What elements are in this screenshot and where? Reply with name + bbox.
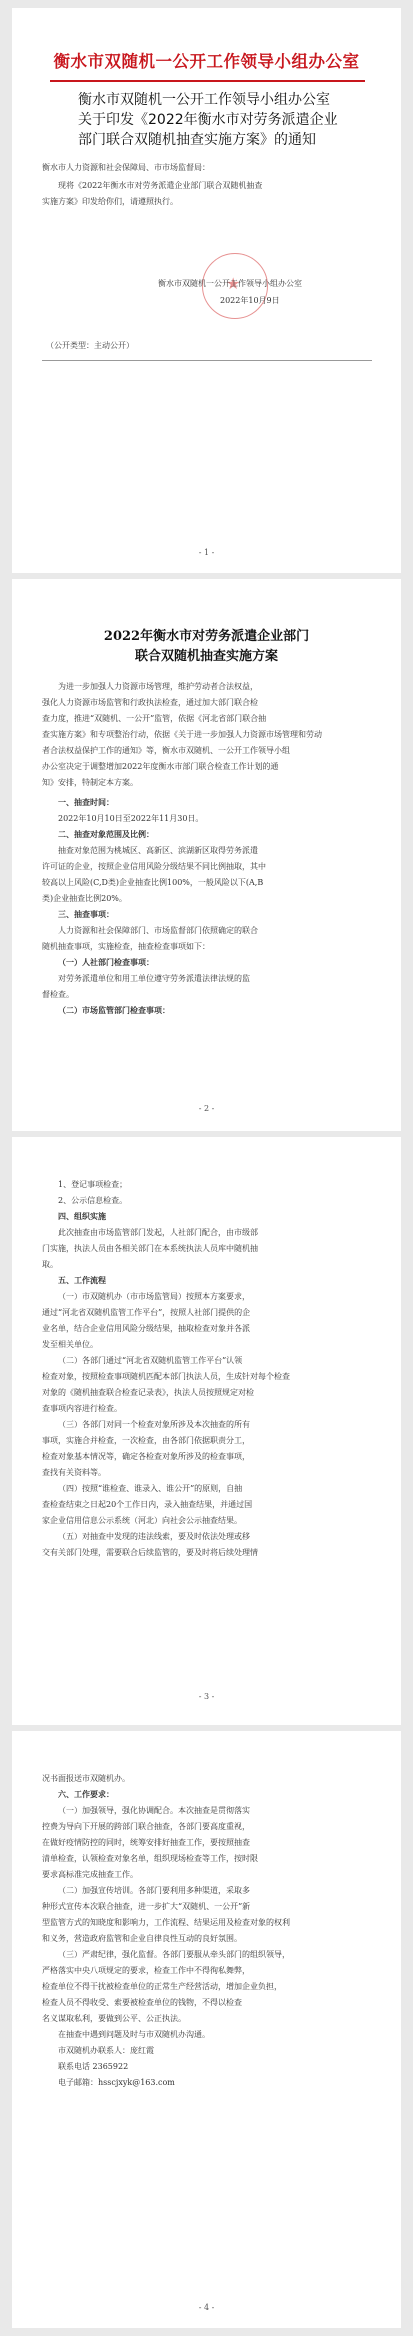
text-line: 抽查对象范围为桃城区、高新区、滨湖新区取得劳务派遣 <box>58 846 258 855</box>
text-line: （一）市双随机办（市市场监管局）按照本方案要求， <box>58 1292 250 1301</box>
text-line: 查找有关资料等。 <box>42 1468 106 1477</box>
text-line: 家企业信用信息公示系统（河北）向社会公示抽查结果。 <box>42 1516 242 1525</box>
contact-email: 电子邮箱：hsscjxyk@163.com <box>58 2078 175 2087</box>
plan-title-line-2: 联合双随机抽查实施方案 <box>134 649 278 664</box>
addressee: 衡水市人力资源和社会保障局、市市场监督局： <box>42 163 210 172</box>
text-line: （二）各部门通过“河北省双随机监管工作平台”认领 <box>58 1356 243 1365</box>
document-page-2 <box>12 579 401 1131</box>
text-line: 要求高标准完成抽查工作。 <box>42 1870 138 1879</box>
text-line: 许可证的企业，按照企业信用风险分级结果不同比例抽取，其中 <box>42 862 266 871</box>
text-line: （二）加强宣传培训。各部门要利用多种渠道，采取多 <box>58 1886 250 1895</box>
text-line: 型监管方式的知晓度和影响力，工作流程、结果运用及检查对象的权利 <box>42 1918 290 1927</box>
text-line: （一）加强领导，强化协调配合。本次抽查是贯彻落实 <box>58 1806 250 1815</box>
notice-body-line-1: 现将《2022年衡水市对劳务派遣企业部门联合双随机抽查 <box>58 181 263 190</box>
text-line: 门实施，执法人员由各相关部门在本系统执法人员库中随机抽 <box>42 1244 258 1253</box>
text-line: 和义务，营造政府监管和企业自律良性互动的良好氛围。 <box>42 1934 242 1943</box>
red-header-divider <box>50 80 365 82</box>
section-heading: 六、工作要求： <box>58 1790 114 1799</box>
text-line: 者合法权益保护工作的通知》等，衡水市双随机、一公开工作领导小组 <box>42 746 290 755</box>
text-line: 通过“河北省双随机监管工作平台”，按照人社部门提供的企 <box>42 1308 251 1317</box>
text-line: （三）严肃纪律，强化监督。各部门要服从牵头部门的组织领导， <box>58 1950 290 1959</box>
page-number: - 4 - <box>198 2303 215 2312</box>
text-line: 检查对象基本情况等，确定各检查对象所涉及的检查事项， <box>42 1452 250 1461</box>
subsection-heading: （二）市场监管部门检查事项： <box>58 1006 170 1015</box>
plan-title <box>12 627 401 667</box>
text-line: （五）对抽查中发现的违法线索，要及时依法处理或移 <box>58 1532 250 1541</box>
document-page-4 <box>12 1731 401 2328</box>
text-line: 强化人力资源市场监管和行政执法检查，通过加大部门联合检 <box>42 698 258 707</box>
page3-content <box>42 1177 377 1561</box>
text-line: 事项，实施合并检查，一次检查，由各部门依据职责分工， <box>42 1436 250 1445</box>
text-line: 在做好疫情防控的同时，统筹安排好抽查工作，要按照抽查 <box>42 1838 250 1847</box>
red-header-org: 衡水市双随机一公开工作领导小组办公室 <box>53 52 360 71</box>
page4-content <box>42 1771 377 2091</box>
text-line: 况书面报送市双随机办。 <box>42 1774 130 1783</box>
text-line: 2、公示信息检查。 <box>58 1196 128 1205</box>
text-line: 随机抽查事项，实施检查，抽查检查事项如下： <box>42 942 210 951</box>
text-line: 名义谋取私利，要做到公平、公正执法。 <box>42 2014 186 2023</box>
intro-paragraph <box>42 679 377 791</box>
page-number: - 1 - <box>198 548 215 557</box>
section-heading: 四、组织实施 <box>58 1212 106 1221</box>
text-line: 督检查。 <box>42 990 74 999</box>
text-line: 查事项内容进行检查。 <box>42 1404 122 1413</box>
contact-phone: 联系电话 2365922 <box>58 2062 129 2071</box>
text-line: 为进一步加强人力资源市场管理，维护劳动者合法权益， <box>58 682 258 691</box>
contact-person: 市双随机办联系人：庞红霞 <box>58 2046 154 2055</box>
signer: 衡水市双随机一公开工作领导小组办公室 <box>158 279 302 288</box>
text-line: 严格落实中央八项规定的要求，检查工作中不得徇私舞弊， <box>42 1966 250 1975</box>
text-line: 类)企业抽查比例20%。 <box>42 894 127 903</box>
section-1 <box>42 795 377 1019</box>
text-line: 检查对象，按照检查事项随机匹配本部门执法人员，生成针对每个检查 <box>42 1372 290 1381</box>
text-line: 此次抽查由市场监管部门发起，人社部门配合，由市级部 <box>58 1228 258 1237</box>
text-line: 交有关部门处理，需要联合后续监管的，要及时将后续处理情 <box>42 1548 258 1557</box>
text-line: 办公室决定于调整增加2022年度衡水市部门联合检查工作计划的通 <box>42 762 279 771</box>
text-line: 清单检查，认领检查对象名单，组织现场检查等工作，按时限 <box>42 1854 258 1863</box>
text-line: 查力度，推进“双随机、一公开”监管，依据《河北省部门联合抽 <box>42 714 267 723</box>
text-line: 查实施方案》和专项整治行动，依据《关于进一步加强人力资源市场管理和劳动 <box>42 730 322 739</box>
page-number: - 2 - <box>198 1104 215 1113</box>
subsection-heading: （一）人社部门检查事项： <box>58 958 154 967</box>
section-heading: 一、抽查时间： <box>58 798 114 807</box>
text-line: 对劳务派遣单位和用工单位遵守劳务派遣法律法规的监 <box>58 974 250 983</box>
text-line: （四）按照“谁检查、谁录入、谁公开”的原则，自抽 <box>58 1484 243 1493</box>
section-heading: 二、抽查对象范围及比例： <box>58 830 154 839</box>
text-line: 对象的《随机抽查联合检查记录表》，执法人员按照规定对检 <box>42 1388 254 1397</box>
notice-title: 衡水市双随机一公开工作领导小组办公室关于印发《2022年衡水市对劳务派遣企业部门联合双随机抽查实施方案》的通知 <box>78 92 338 148</box>
text-line: 检查人员不得收受、索要被检查单位的钱物，不得以检查 <box>42 1998 242 2007</box>
disclosure-type: （公开类型：主动公开） <box>46 341 134 350</box>
section-heading: 三、抽查事项： <box>58 910 114 919</box>
text-line: 2022年10月10日至2022年11月30日。 <box>58 814 204 823</box>
text-line: 1、登记事项检查； <box>58 1180 128 1189</box>
issue-date: 2022年10月9日 <box>220 296 280 305</box>
text-line: 控费为导向下开展的跨部门联合抽查，各部门要高度重视， <box>42 1822 250 1831</box>
text-line: 知》安排，特制定本方案。 <box>42 778 138 787</box>
document-page-3 <box>12 1137 401 1725</box>
text-line: 查检查结束之日起20个工作日内，录入抽查结果，并通过国 <box>42 1500 253 1509</box>
text-line: 取。 <box>42 1260 58 1269</box>
text-line: （三）各部门对同一个检查对象所涉及本次抽查的所有 <box>58 1420 250 1429</box>
footer-divider <box>42 360 372 361</box>
text-line: 种形式宣传本次联合抽查，进一步扩大“双随机、一公开”新 <box>42 1902 251 1911</box>
text-line: 人力资源和社会保障部门、市场监督部门依照确定的联合 <box>58 926 258 935</box>
section-heading: 五、工作流程 <box>58 1276 106 1285</box>
text-line: 发至相关单位。 <box>42 1340 98 1349</box>
text-line: 较高以上风险(C,D类)企业抽查比例100%，一般风险以下(A,B <box>42 878 264 887</box>
text-line: 在抽查中遇到问题及时与市双随机办沟通。 <box>58 2030 210 2039</box>
text-line: 业名单，结合企业信用风险分级结果，抽取检查对象并各派 <box>42 1324 250 1333</box>
text-line: 检查单位不得干扰被检查单位的正常生产经营活动，增加企业负担， <box>42 1982 282 1991</box>
notice-body-line-2: 实施方案》印发给你们，请遵照执行。 <box>42 197 178 206</box>
page-number: - 3 - <box>198 1692 215 1701</box>
document-page-1 <box>12 8 401 573</box>
plan-title-line-1: 2022年衡水市对劳务派遣企业部门 <box>103 629 310 644</box>
